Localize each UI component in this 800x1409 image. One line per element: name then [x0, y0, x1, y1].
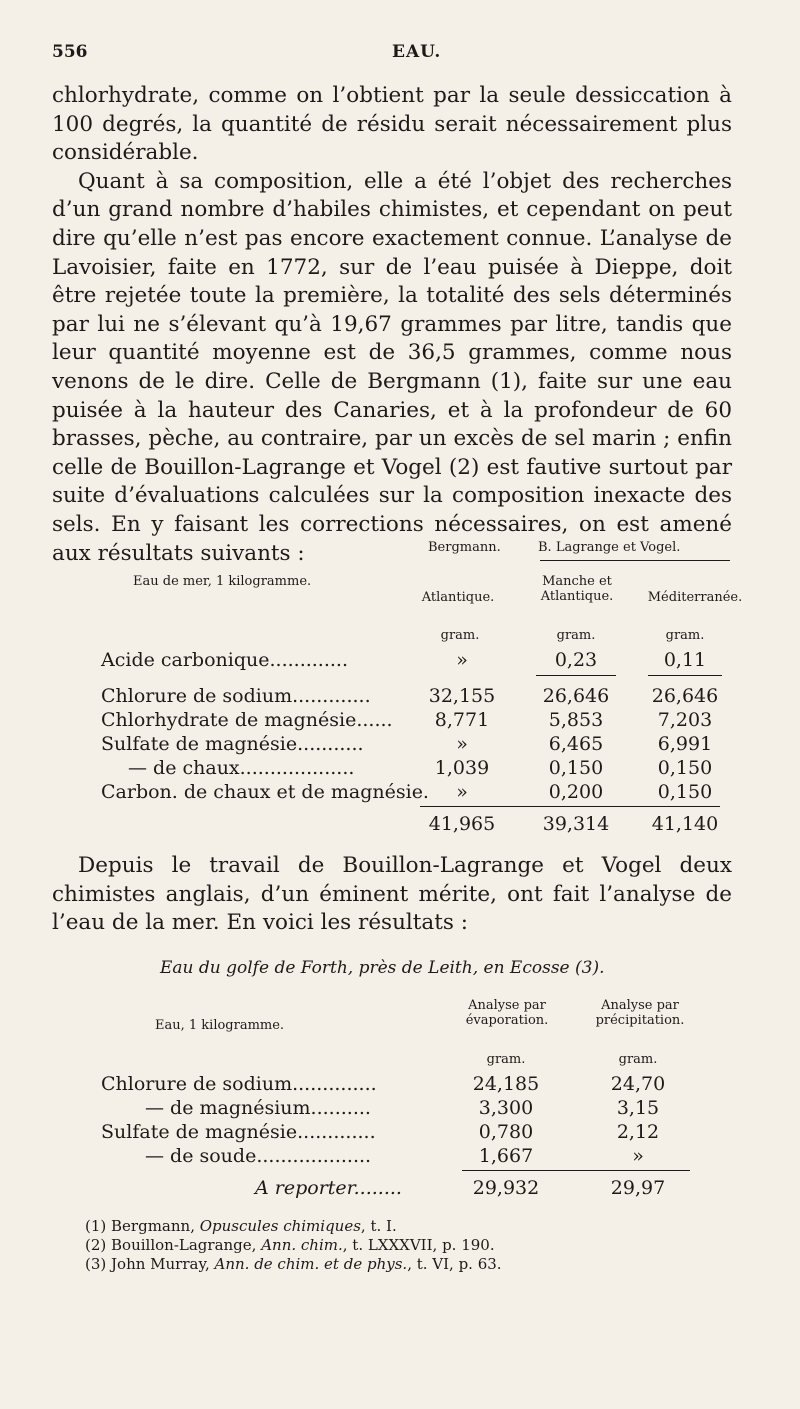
table1-cell: 8,771 [434, 709, 490, 731]
carry-forward-label: A reporter........ [255, 1177, 402, 1199]
group-header-bergmann: Bergmann. [428, 540, 501, 555]
page-header [52, 42, 730, 64]
paragraph-3: Depuis le travail de Bouillon-Lagrange et Vogel deux chimistes anglais, d’un éminent mérite, ont fait l’analyse de l’eau de la mer. En voici les résultats : [52, 853, 732, 936]
col-precipitation: Analyse par précipitation. [595, 998, 685, 1028]
table1-total: 39,314 [542, 813, 610, 835]
paragraph-2: Quant à sa composition, elle a été l’objet des recherches d’un grand nombre d’habiles chimistes, et cependant on peut dire qu’elle n’est pas encore exactement connue. L’analyse de Lavoisier, faite en 1772, sur de l’eau puisée à Dieppe, doit être rejetée toute la première, la totalité des sels déterminés par lui ne s’élevant qu’à 19,67 grammes par litre, tandis que leur quantité moyenne est de 36,5 grammes, comme nous venons de le dire. Celle de Bergmann (1), faite sur une eau puisée à la hauteur des Canaries, et à la profondeur de 60 brasses, pèche, au contraire, par un excès de sel marin ; enfin celle de Bouillon-Lagrange et Vogel (2) est fautive surtout par suite d’évaluations calculées sur la composition inexacte des sels. En y faisant les corrections nécessaires, on est amené aux résultats suivants : [52, 168, 732, 566]
table1-cell: 0,150 [657, 781, 713, 803]
paragraph-3-block [52, 852, 732, 938]
col-evaporation: Analyse par évaporation. [465, 998, 549, 1028]
paragraph-continued [52, 82, 732, 568]
unit-col-1: gram. [486, 1052, 526, 1067]
total-rule [420, 806, 720, 807]
running-head: EAU. [392, 42, 442, 62]
table2-cell: 2,12 [616, 1121, 660, 1143]
table1-row-label: — de chaux................... [128, 757, 355, 779]
table1-cell: 0,23 [554, 649, 598, 671]
table2-row-label: Sulfate de magnésie............. [101, 1121, 376, 1143]
table2-cell: 3,300 [478, 1097, 534, 1119]
table2-total: 29,97 [610, 1177, 666, 1199]
table1-cell: » [456, 649, 468, 671]
table1-row-label: Carbon. de chaux et de magnésie. [101, 781, 429, 803]
col-mediterranee: Méditerranée. [647, 590, 743, 605]
table2-row-label: Chlorure de sodium.............. [101, 1073, 377, 1095]
total-rule [462, 1170, 690, 1171]
table1-row-label: Chlorure de sodium............. [101, 685, 371, 707]
subtotal-rule [648, 675, 722, 676]
table1-cell: 1,039 [434, 757, 490, 779]
table1-cell: 5,853 [548, 709, 604, 731]
table1-cell: 6,991 [657, 733, 713, 755]
unit-col-3: gram. [665, 628, 705, 643]
table1-cell: 6,465 [548, 733, 604, 755]
table1-cell: 26,646 [542, 685, 610, 707]
table2-row-label: — de magnésium.......... [145, 1097, 371, 1119]
paragraph-1: chlorhydrate, comme on l’obtient par la seule dessiccation à 100 degrés, la quantité de résidu serait nécessairement plus considérable. [52, 83, 732, 166]
col-atlantique: Atlantique. [421, 590, 495, 605]
unit-col-2: gram. [618, 1052, 658, 1067]
table2-cell: 3,15 [616, 1097, 660, 1119]
unit-col-2: gram. [556, 628, 596, 643]
table2-cell: 24,70 [610, 1073, 666, 1095]
footnote-2: (2) Bouillon-Lagrange, Ann. chim., t. LXXXVII, p. 190. [85, 1236, 495, 1254]
table2-cell: » [632, 1145, 644, 1167]
group-rule [540, 560, 730, 561]
table1-row-label: Sulfate de magnésie........... [101, 733, 364, 755]
footnote-3: (3) John Murray, Ann. de chim. et de phys., t. VI, p. 63. [85, 1255, 502, 1273]
page-number: 556 [52, 42, 88, 62]
footnote-1: (1) Bergmann, Opuscules chimiques, t. I. [85, 1217, 397, 1235]
table1-row-label: Acide carbonique............. [101, 649, 349, 671]
table1-cell: 32,155 [428, 685, 496, 707]
table2-caption: Eau du golfe de Forth, près de Leith, en Ecosse (3). [160, 958, 605, 978]
unit-col-1: gram. [440, 628, 480, 643]
table1-row-label: Chlorhydrate de magnésie...... [101, 709, 393, 731]
table1-cell: » [456, 733, 468, 755]
table1-cell: 0,11 [663, 649, 707, 671]
table1-cell: 0,200 [548, 781, 604, 803]
group-header-lagrange-vogel: B. Lagrange et Vogel. [538, 540, 681, 555]
table1-total: 41,140 [651, 813, 719, 835]
table1-total: 41,965 [428, 813, 496, 835]
table1-row-header: Eau de mer, 1 kilogramme. [133, 574, 312, 589]
table2-cell: 0,780 [478, 1121, 534, 1143]
col-manche-atlantique: Manche et Atlantique. [540, 574, 614, 604]
table2-total: 29,932 [472, 1177, 540, 1199]
table1-cell: » [456, 781, 468, 803]
table2-cell: 24,185 [472, 1073, 540, 1095]
table1-cell: 0,150 [548, 757, 604, 779]
table1-cell: 0,150 [657, 757, 713, 779]
table1-cell: 26,646 [651, 685, 719, 707]
table1-cell: 7,203 [657, 709, 713, 731]
subtotal-rule [536, 675, 616, 676]
table2-row-label: — de soude................... [145, 1145, 372, 1167]
table2-row-header: Eau, 1 kilogramme. [155, 1018, 285, 1033]
table2-cell: 1,667 [478, 1145, 534, 1167]
